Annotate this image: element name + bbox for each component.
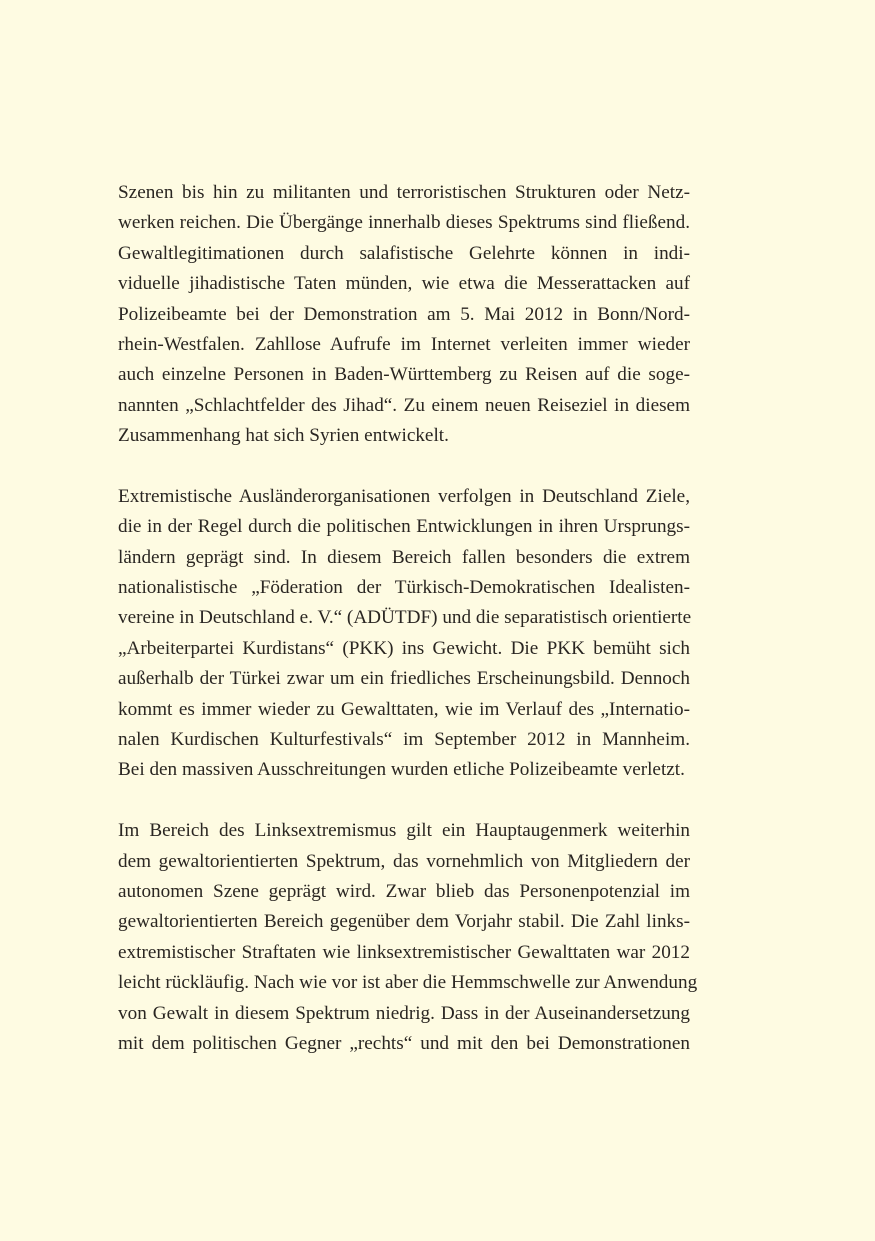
text-line: leicht rückläufig. Nach wie vor ist aber die Hemmschwelle zur Anwendung (118, 972, 698, 994)
text-line: nationalistische „Föderation der Türkisch-Demokratischen Idealisten- (118, 577, 690, 599)
text-line: extremistischer Straftaten wie linksextremistischer Gewalttaten war 2012 (118, 941, 690, 963)
text-line: Extremistische Ausländerorganisationen verfolgen in Deutschland Ziele, (118, 485, 690, 507)
paragraph-left-extremism (118, 816, 698, 1059)
document-page (118, 178, 698, 1090)
text-line: außerhalb der Türkei zwar um ein friedliches Erscheinungsbild. Dennoch (118, 668, 690, 690)
text-line: „Arbeiterpartei Kurdistans“ (PKK) ins Gewicht. Die PKK bemüht sich (118, 637, 690, 659)
text-line: nalen Kurdischen Kulturfestivals“ im September 2012 in Mannheim. (118, 729, 690, 751)
text-line: ländern geprägt sind. In diesem Bereich fallen besonders die extrem (118, 546, 690, 568)
text-line: auch einzelne Personen in Baden-Württemberg zu Reisen auf die soge- (118, 364, 690, 386)
text-line: viduelle jihadistische Taten münden, wie etwa die Messerattacken auf (118, 273, 690, 295)
text-line: Im Bereich des Linksextremismus gilt ein Hauptaugenmerk weiterhin (118, 820, 690, 842)
text-line: kommt es immer wieder zu Gewalttaten, wie im Verlauf des „Internatio- (118, 698, 690, 720)
text-line: vereine in Deutschland e. V.“ (ADÜTDF) und die separatistisch orientierte (118, 607, 692, 629)
text-line: werken reichen. Die Übergänge innerhalb dieses Spektrums sind fließend. (118, 212, 690, 234)
text-line: Polizeibeamte bei der Demonstration am 5. Mai 2012 in Bonn/Nord- (118, 303, 690, 325)
text-line: von Gewalt in diesem Spektrum niedrig. Dass in der Auseinandersetzung (118, 1002, 690, 1024)
text-line: rhein-Westfalen. Zahllose Aufrufe im Internet verleiten immer wieder (118, 333, 690, 355)
text-line: Bei den massiven Ausschreitungen wurden etliche Polizeibeamte verletzt. (118, 759, 685, 781)
text-line: mit dem politischen Gegner „rechts“ und mit den bei Demonstrationen (118, 1032, 690, 1054)
text-line: Gewaltlegitimationen durch salafistische Gelehrte können in indi- (118, 242, 690, 264)
text-line: Szenen bis hin zu militanten und terroristischen Strukturen oder Netz- (118, 182, 690, 203)
text-line: nannten „Schlachtfelder des Jihad“. Zu einem neuen Reiseziel in diesem (118, 394, 690, 416)
text-line: Zusammenhang hat sich Syrien entwickelt. (118, 425, 449, 447)
paragraph-foreign-extremism (118, 482, 690, 786)
paragraph-salafism (118, 178, 690, 452)
text-line: autonomen Szene geprägt wird. Zwar blieb das Personenpotenzial im (118, 880, 690, 902)
text-line: dem gewaltorientierten Spektrum, das vornehmlich von Mitgliedern der (118, 850, 690, 872)
text-line: gewaltorientierten Bereich gegenüber dem Vorjahr stabil. Die Zahl links- (118, 911, 690, 933)
text-line: die in der Regel durch die politischen Entwicklungen in ihren Ursprungs- (118, 516, 690, 538)
